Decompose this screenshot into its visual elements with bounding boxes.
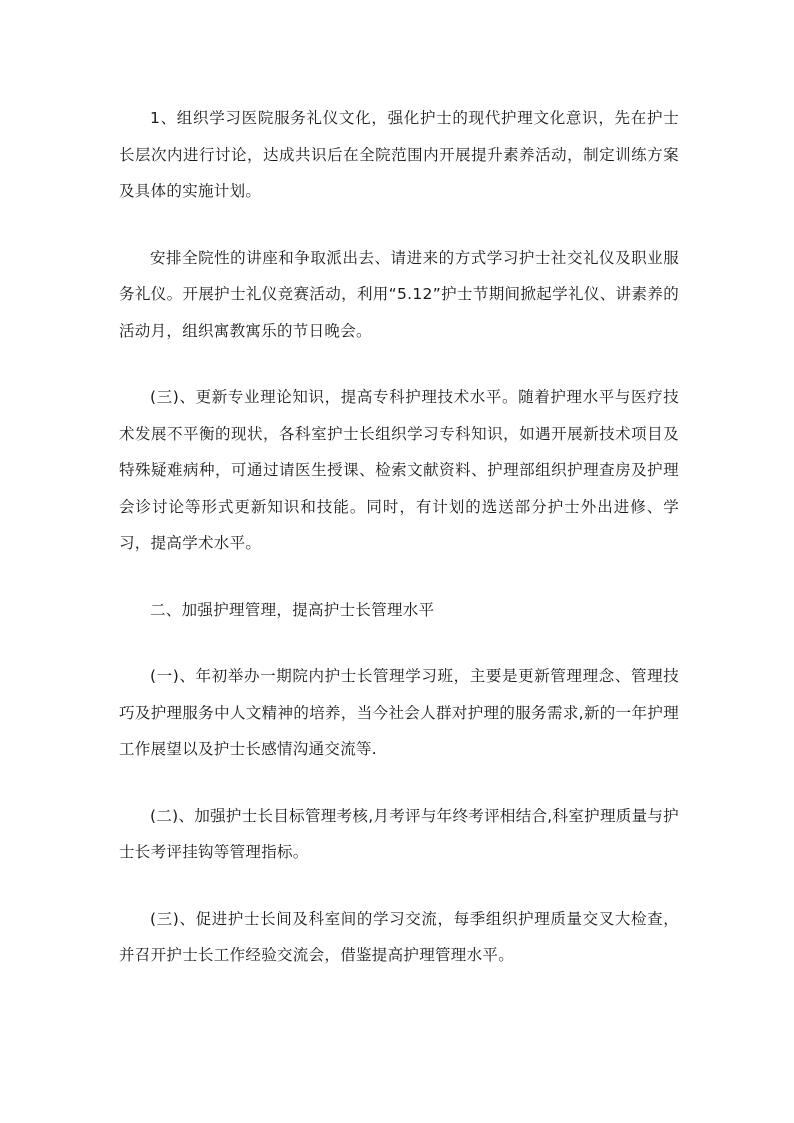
- paragraph-spacer: [119, 871, 679, 901]
- paragraph-exchange: (三)、促进护士长间及科室间的学习交流，每季组织护理质量交叉大检查，并召开护士长工作经验交流会，借鉴提高护理管理水平。: [119, 909, 679, 964]
- paragraph-etiquette-training: 安排全院性的讲座和争取派出去、请进来的方式学习护士社交礼仪及职业服务礼仪。开展护士礼仪竞赛活动，利用“5.12”护士节期间掀起学礼仪、讲素养的活动月，组织寓教寓乐的节日晚会。: [119, 248, 679, 340]
- paragraph-spacer: [119, 210, 679, 240]
- section-heading-management: 二、加强护理管理，提高护士长管理水平: [150, 600, 435, 619]
- paragraph-professional-knowledge: (三)、更新专业理论知识，提高专科护理技术水平。随着护理水平与医疗技术发展不平衡的现状，各科室护士长组织学习专科知识，如遇开展新技术项目及特殊疑难病种，可通过请医生授课、检索文献资料、护理部组织护理查房及护理会诊讨论等形式更新知识和技能。同时，有计划的选送部分护士外出进修、学习，提高学术水平。: [119, 388, 679, 552]
- paragraph-spacer: [119, 628, 679, 658]
- paragraph-etiquette-culture: 1、组织学习医院服务礼仪文化，强化护士的现代护理文化意识，先在护士长层次内进行讨论，达成共识后在全院范围内开展提升素养活动，制定训练方案及具体的实施计划。: [119, 109, 679, 200]
- paragraph-spacer: [119, 768, 679, 798]
- paragraph-training-class: (一)、年初举办一期院内护士长管理学习班，主要是更新管理理念、管理技巧及护理服务中人文精神的培养，当今社会人群对护理的服务需求,新的一年护理工作展望以及护士长感情沟通交流等.: [119, 667, 679, 758]
- paragraph-spacer: [119, 349, 679, 379]
- paragraph-spacer: [119, 562, 679, 592]
- document-body: [119, 100, 679, 974]
- paragraph-target-assessment: (二)、加强护士长目标管理考核,月考评与年终考评相结合,科室护理质量与护士长考评挂钩等管理指标。: [119, 806, 679, 861]
